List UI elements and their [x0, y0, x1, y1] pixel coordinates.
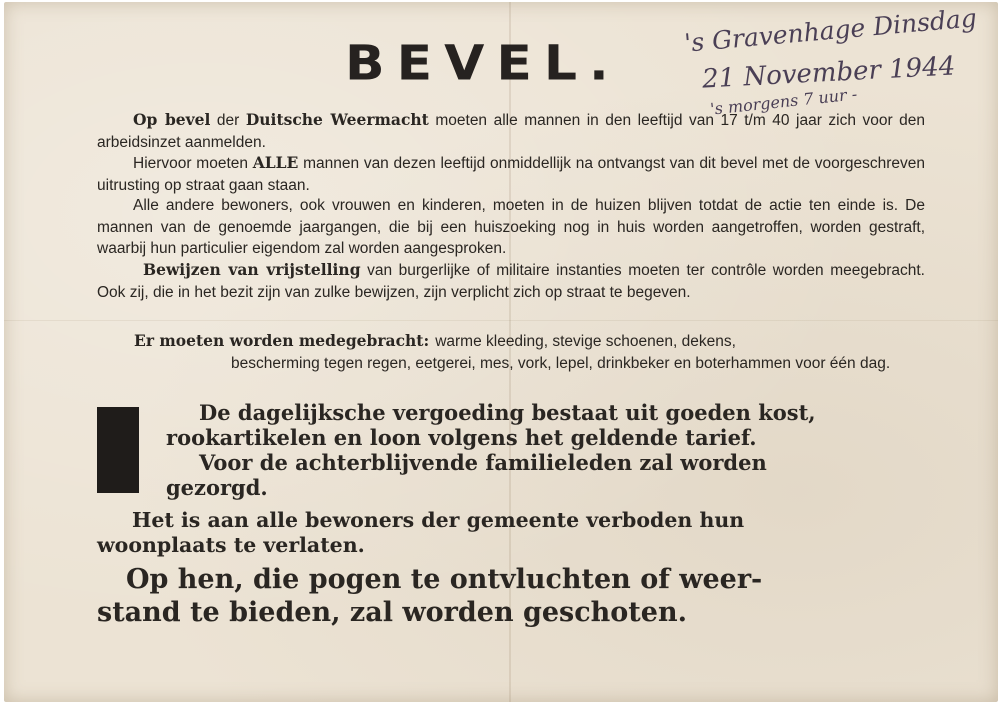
compensation-block — [166, 400, 926, 500]
handwritten-date: 21 November 1944 — [701, 51, 956, 95]
items-heading: Er moeten worden medegebracht: — [134, 331, 430, 350]
instruction-all: ALLE — [252, 153, 299, 172]
compensation-line-4: gezorgd. — [166, 475, 268, 500]
paragraph-residents — [97, 195, 925, 260]
exemptions-heading: Bewijzen van vrijstelling — [143, 260, 361, 279]
warning-notice — [97, 563, 925, 629]
ban-line-1: Het is aan alle bewoners der gemeente verboden hun — [132, 508, 745, 532]
paragraph-order — [97, 109, 925, 153]
instruction-pre: Hiervoor moeten — [133, 155, 253, 172]
ban-notice — [97, 508, 925, 558]
residents-text: Alle andere bewoners, ook vrouwen en kinderen, moeten in de huizen blijven totdat de actie ten einde is. De mannen van de genoemde jaargangen, die bij een huiszoeking nog in huis worden aangetroffen, worden gestraft, waarbij hun particulier eigendom zal worden aangesproken. — [97, 197, 925, 258]
warning-line-2: stand te bieden, zal worden geschoten. — [97, 597, 687, 628]
warning-line-1: Op hen, die pogen te ontvluchten of weer- — [126, 564, 763, 595]
compensation-line-1: De dagelijksche vergoeding bestaat uit goeden kost, — [199, 400, 816, 425]
paragraph-exemptions — [97, 259, 925, 303]
poster-title: BEVEL. — [345, 36, 621, 92]
handwritten-time: 's morgens 7 uur - — [709, 84, 859, 119]
order-lead: Op bevel — [133, 110, 211, 129]
paragraph-instruction — [97, 152, 925, 196]
order-mid: der — [210, 112, 246, 129]
ban-line-2: woonplaats te verlaten. — [97, 533, 365, 557]
compensation-line-2: rookartikelen en loon volgens het geldende tarief. — [166, 425, 757, 450]
paragraph-items — [134, 330, 926, 374]
handwritten-place-day: 's Gravenhage Dinsdag — [683, 3, 978, 58]
order-text: moeten alle mannen in den leeftijd van 17 t/m 40 jaar zich voor den arbeidsinzet aanmelden. — [97, 112, 926, 151]
instruction-text: mannen van dezen leeftijd onmiddellijk na ontvangst van dit bevel met de voorgeschreven uitrusting op straat gaan staan. — [97, 155, 925, 194]
compensation-line-3: Voor de achterblijvende familieleden zal worden — [199, 450, 767, 475]
fold-crease-horizontal — [4, 320, 998, 321]
black-bar-block — [97, 407, 139, 493]
items-list: bescherming tegen regen, eetgerei, mes, vork, lepel, drinkbeker en boterhammen voor één dag. — [231, 354, 891, 372]
items-first: warme kleeding, stevige schoenen, dekens, — [435, 333, 736, 350]
order-authority: Duitsche Weermacht — [245, 110, 429, 129]
exemptions-text: van burgerlijke of militaire instanties moeten ter contrôle worden meegebracht. Ook zij, die in het bezit zijn van zulke bewijzen, zijn verplicht zich op straat te begeven. — [97, 262, 925, 301]
